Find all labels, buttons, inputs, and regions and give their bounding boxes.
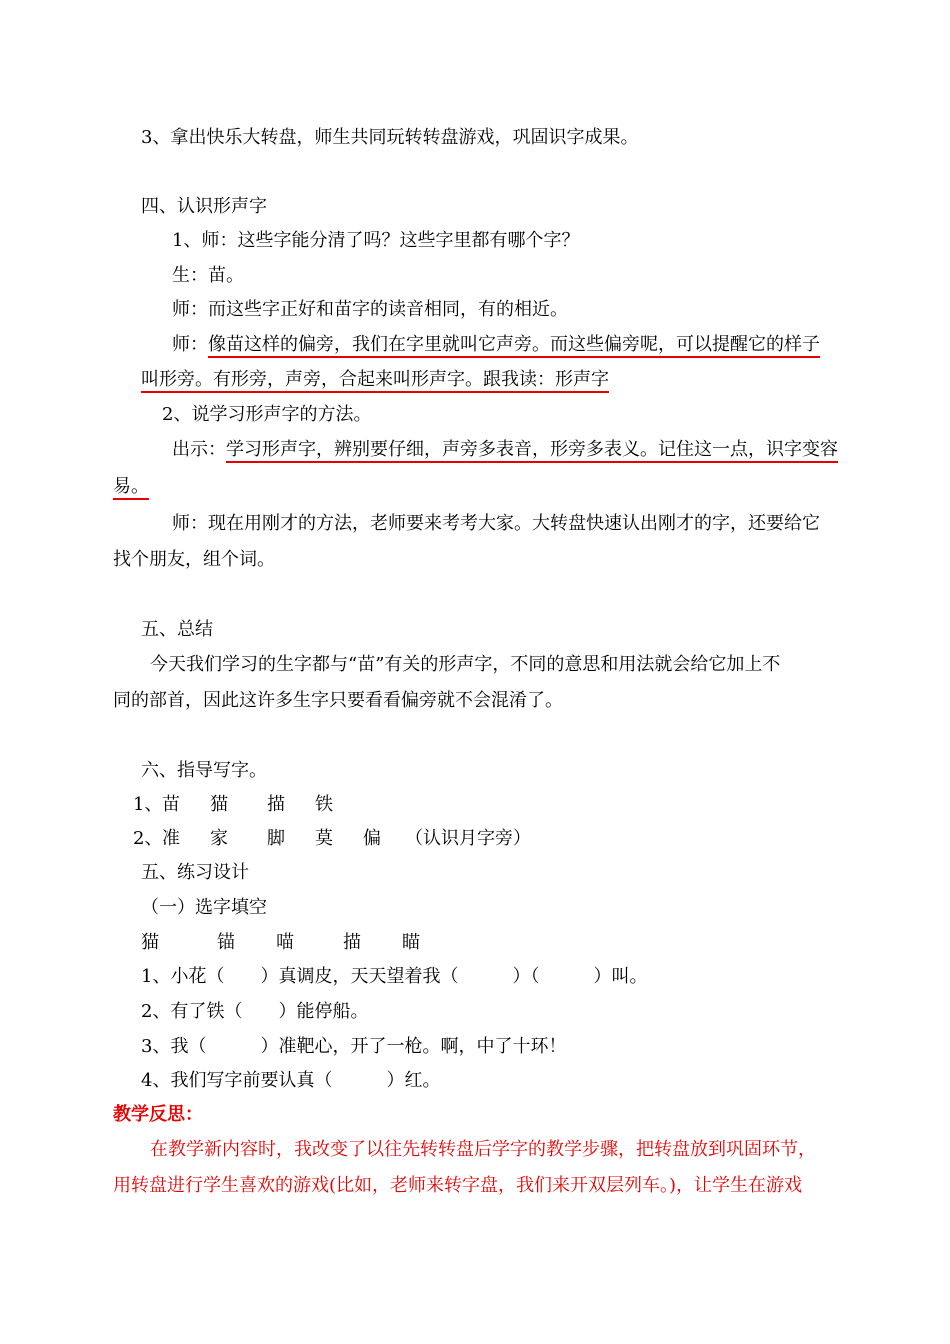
section4-teacher-line3: 师：现在用刚才的方法，老师要来考考大家。大转盘快速认出刚才的字，还要给它 (172, 513, 820, 534)
reflection-heading: 教学反思： (113, 1104, 203, 1125)
section4-teacher-line1: 师：而这些字正好和苗字的读音相同，有的相近。 (172, 299, 568, 320)
exercise-question4: 4、我们写字前要认真（ ）红。 (141, 1070, 441, 1091)
writing-row-2 (133, 826, 553, 852)
teacher-prefix: 师： (172, 334, 208, 355)
row2-char: 莫 (315, 828, 333, 849)
underlined-text-line2: 叫形旁。有形旁，声旁，合起来叫形声字。跟我读：形声字 (141, 369, 609, 390)
choice-char: 描 (343, 932, 361, 953)
section4-teacher-line2-cont (141, 367, 609, 393)
choice-char: 猫 (141, 932, 159, 953)
section6-heading: 六、指导写字。 (141, 760, 267, 781)
exercise-question3: 3、我（ ）准靶心，开了一枪。啊，中了十环！ (141, 1036, 567, 1057)
row1-char: 铁 (315, 794, 333, 815)
row2-char: 脚 (267, 828, 285, 849)
section5-heading: 五、总结 (141, 619, 213, 640)
exercise-question2: 2、有了铁（ ）能停船。 (141, 1001, 369, 1022)
show-prefix: 出示： (172, 439, 226, 460)
row1-char: 猫 (210, 794, 228, 815)
section5-line1: 今天我们学习的生字都与“苗”有关的形声字，不同的意思和用法就会给它加上不 (150, 654, 781, 675)
row1-char: 描 (267, 794, 285, 815)
reflection-line1: 在教学新内容时，我改变了以往先转转盘后学字的教学步骤，把转盘放到巩固环节， (150, 1139, 816, 1160)
row2-char: 偏 (363, 828, 381, 849)
row2-note: （认识月字旁） (405, 828, 531, 849)
writing-row-1 (133, 792, 393, 818)
underlined-text-line1: 像苗这样的偏旁，我们在字里就叫它声旁。而这些偏旁呢，可以提醒它的样子 (208, 334, 820, 355)
choice-row (141, 930, 441, 956)
section4-heading: 四、认识形声字 (141, 196, 267, 217)
row2-number: 2、 (133, 828, 163, 849)
section4-show-line2 (113, 474, 149, 500)
section4-question1: 1、师：这些字能分清了吗？这些字里都有哪个字？ (172, 230, 580, 251)
exercise-heading: 五、练习设计 (141, 862, 249, 883)
row2-char: 准 (162, 828, 180, 849)
choice-char: 锚 (217, 932, 235, 953)
row1-number: 1、 (133, 794, 163, 815)
underlined-show-line2: 易。 (113, 476, 149, 497)
row2-char: 家 (210, 828, 228, 849)
section4-item2: 2、说学习形声字的方法。 (162, 404, 372, 425)
section4-teacher-line2 (172, 332, 820, 358)
row1-char: 苗 (162, 794, 180, 815)
reflection-line2: 用转盘进行学生喜欢的游戏(比如，老师来转字盘，我们来开双层列车。)，让学生在游戏 (113, 1175, 803, 1196)
section3-item3: 3、拿出快乐大转盘，师生共同玩转转盘游戏，巩固识字成果。 (141, 127, 639, 148)
choice-char: 喵 (276, 932, 294, 953)
underlined-show-line1: 学习形声字，辨别要仔细，声旁多表音，形旁多表义。记住这一点，识字变容 (226, 439, 838, 460)
choice-char: 瞄 (402, 932, 420, 953)
section4-show-line1 (172, 437, 838, 463)
section4-answer1: 生：苗。 (172, 265, 244, 286)
section4-teacher-line3-cont: 找个朋友，组个词。 (113, 549, 275, 570)
section5-line2: 同的部首，因此这许多生字只要看看偏旁就不会混淆了。 (113, 690, 563, 711)
exercise-question1: 1、小花（ ）真调皮，天天望着我（ ）（ ）叫。 (141, 966, 648, 987)
exercise-subheading: （一）选字填空 (141, 897, 267, 918)
